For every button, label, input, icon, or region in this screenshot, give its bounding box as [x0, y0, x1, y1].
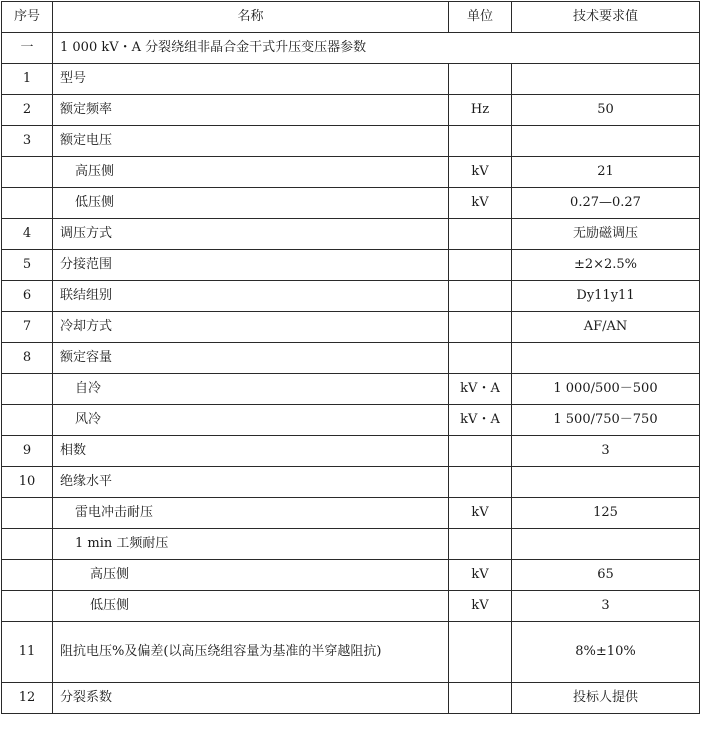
table-row: [2, 683, 700, 714]
row-unit: kV: [449, 157, 512, 188]
row-number: 6: [2, 281, 53, 312]
row-value: 无励磁调压: [512, 219, 700, 250]
row-unit: [449, 126, 512, 157]
table-row: [2, 436, 700, 467]
row-name: 1 min 工频耐压: [53, 529, 449, 560]
row-value: AF/AN: [512, 312, 700, 343]
table-row: [2, 33, 700, 64]
row-unit: kV: [449, 560, 512, 591]
row-number: [2, 529, 53, 560]
row-unit: kV: [449, 591, 512, 622]
row-value: Dy11y11: [512, 281, 700, 312]
row-value: ±2×2.5%: [512, 250, 700, 281]
row-name: 分裂系数: [53, 683, 449, 714]
row-value: 8%±10%: [512, 622, 700, 683]
row-number: 3: [2, 126, 53, 157]
table-row: [2, 591, 700, 622]
row-number: 2: [2, 95, 53, 126]
row-number: 1: [2, 64, 53, 95]
row-number: 7: [2, 312, 53, 343]
table-row: [2, 374, 700, 405]
table-row: [2, 405, 700, 436]
row-unit: [449, 343, 512, 374]
table-row: [2, 560, 700, 591]
row-unit: [449, 281, 512, 312]
row-name: 低压侧: [53, 188, 449, 219]
row-name: 冷却方式: [53, 312, 449, 343]
table-row: [2, 622, 700, 683]
row-unit: [449, 467, 512, 498]
row-number: 4: [2, 219, 53, 250]
row-name: 高压侧: [53, 560, 449, 591]
row-number: [2, 188, 53, 219]
row-number: 5: [2, 250, 53, 281]
row-name: 低压侧: [53, 591, 449, 622]
row-value: 1 000/500－500: [512, 374, 700, 405]
table-row: [2, 64, 700, 95]
row-value: 3: [512, 591, 700, 622]
row-unit: [449, 219, 512, 250]
row-name: 雷电冲击耐压: [53, 498, 449, 529]
row-value: 1 500/750－750: [512, 405, 700, 436]
row-unit: [449, 250, 512, 281]
row-value: 0.27—0.27: [512, 188, 700, 219]
row-unit: [449, 64, 512, 95]
row-value: 65: [512, 560, 700, 591]
row-unit: [449, 312, 512, 343]
row-name: 联结组别: [53, 281, 449, 312]
row-value: 125: [512, 498, 700, 529]
row-value: [512, 529, 700, 560]
row-unit: kV: [449, 188, 512, 219]
row-number: 一: [2, 33, 53, 64]
row-value: 50: [512, 95, 700, 126]
row-unit: Hz: [449, 95, 512, 126]
row-number: [2, 374, 53, 405]
row-name: 型号: [53, 64, 449, 95]
row-name: 调压方式: [53, 219, 449, 250]
row-name: 自冷: [53, 374, 449, 405]
table-row: [2, 529, 700, 560]
row-name: 风冷: [53, 405, 449, 436]
table-row: [2, 343, 700, 374]
row-unit: kV: [449, 498, 512, 529]
table-row: [2, 157, 700, 188]
table-row: [2, 188, 700, 219]
row-name: 分接范围: [53, 250, 449, 281]
row-number: [2, 405, 53, 436]
row-number: 12: [2, 683, 53, 714]
table-row: [2, 467, 700, 498]
row-unit: [449, 622, 512, 683]
row-value: [512, 126, 700, 157]
table-row: [2, 281, 700, 312]
table-body: [2, 33, 700, 714]
row-name: 绝缘水平: [53, 467, 449, 498]
header-value: 技术要求值: [512, 2, 700, 33]
row-value: 21: [512, 157, 700, 188]
row-value: [512, 467, 700, 498]
row-value: 投标人提供: [512, 683, 700, 714]
row-unit: [449, 436, 512, 467]
table-header-row: [2, 2, 700, 33]
row-unit: [449, 683, 512, 714]
spec-table: [1, 1, 700, 714]
row-name: 额定容量: [53, 343, 449, 374]
row-name: 1 000 kV・A 分裂绕组非晶合金干式升压变压器参数: [53, 33, 700, 64]
table-row: [2, 312, 700, 343]
row-unit: kV・A: [449, 405, 512, 436]
header-unit: 单位: [449, 2, 512, 33]
row-name: 高压侧: [53, 157, 449, 188]
table-row: [2, 250, 700, 281]
row-number: 10: [2, 467, 53, 498]
table-row: [2, 219, 700, 250]
row-number: [2, 157, 53, 188]
row-number: [2, 560, 53, 591]
header-no: 序号: [2, 2, 53, 33]
row-value: 3: [512, 436, 700, 467]
row-name: 阻抗电压%及偏差(以高压绕组容量为基准的半穿越阻抗): [53, 622, 449, 683]
row-value: [512, 64, 700, 95]
table-row: [2, 95, 700, 126]
row-value: [512, 343, 700, 374]
row-name: 额定频率: [53, 95, 449, 126]
table-row: [2, 126, 700, 157]
row-number: [2, 498, 53, 529]
row-number: 9: [2, 436, 53, 467]
row-name: 相数: [53, 436, 449, 467]
row-unit: [449, 529, 512, 560]
table-row: [2, 498, 700, 529]
row-number: 11: [2, 622, 53, 683]
row-name: 额定电压: [53, 126, 449, 157]
header-name: 名称: [53, 2, 449, 33]
row-number: 8: [2, 343, 53, 374]
row-number: [2, 591, 53, 622]
row-unit: kV・A: [449, 374, 512, 405]
